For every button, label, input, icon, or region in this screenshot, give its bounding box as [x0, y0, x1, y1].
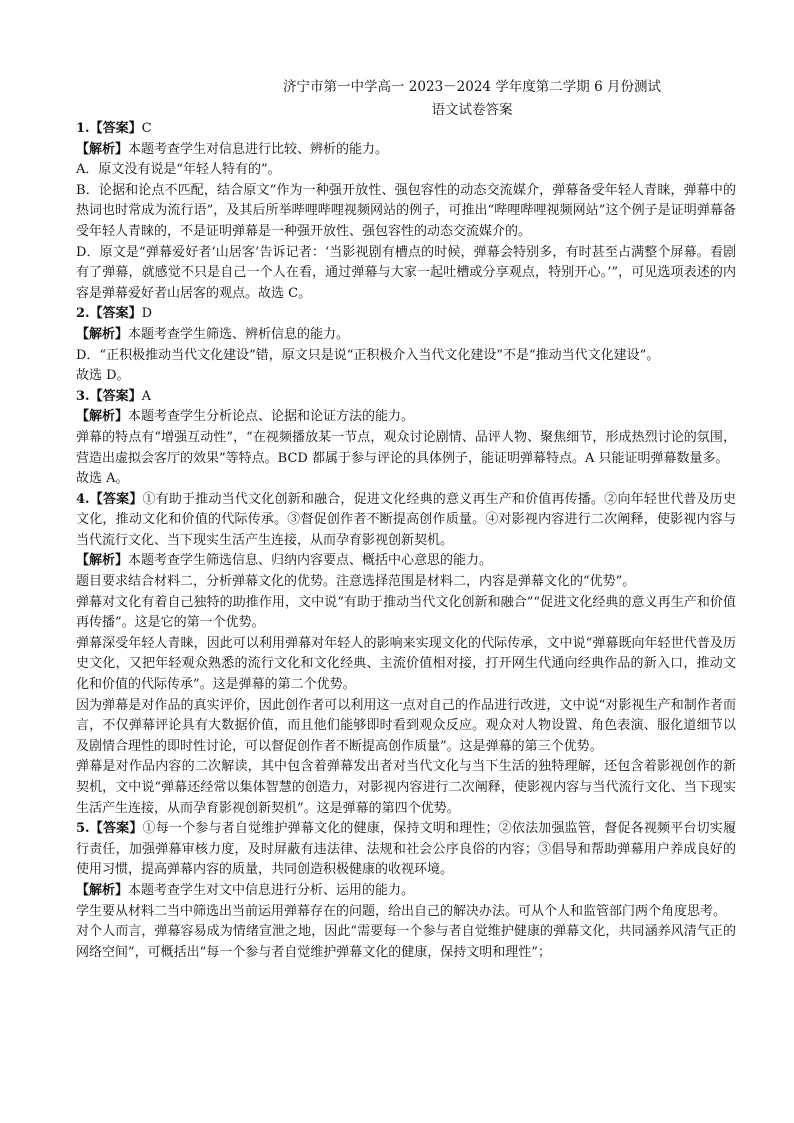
q3-line: 故选 A。 [76, 471, 129, 487]
q5-line: 对个人而言，弹幕容易成为情绪宣泄之地，因此“需要每一个参与者自觉维护健康的弹幕文化，共同涵养风清气正的网络空间”，可概括出“每一个参与者自觉维护弹幕文化的健康，保持文明和理性”； [76, 924, 736, 960]
q3-answer-value: A [141, 388, 151, 404]
q3-analysis-text: 本题考查学生分析论点、论据和论证方法的能力。 [128, 409, 415, 425]
q4-analysis-label: 【解析】 [76, 553, 129, 569]
q1-heading: 1.【答案】 [76, 121, 142, 136]
q4-line: 题目要求结合材料二，分析弹幕文化的优势。注意选择范围是材料二，内容是弹幕文化的“优势”。 [76, 574, 636, 590]
q1-answer [76, 119, 736, 140]
q1-answer-value: C [141, 121, 152, 136]
q2-analysis-text: 本题考查学生筛选、辨析信息的能力。 [128, 326, 350, 342]
page-subtitle: 语文试卷答案 [431, 102, 513, 118]
q1-line: A．原文没有说是“年轻人特有的”。 [76, 162, 281, 178]
q4-line: 弹幕深受年轻人青睐，因此可以利用弹幕对年轻人的影响来实现文化的代际传承，文中说“弹幕既向年轻世代普及历史文化，又把年轻观众熟悉的流行文化和文化经典、主流价值相对接，打开网生代通向经典作品的新入口，推动文化和价值的代际传承”。这是弹幕的第二个优势。 [76, 635, 736, 693]
q2-heading: 2.【答案】 [76, 306, 142, 322]
q5-line: 学生要从材料二当中筛选出当前运用弹幕存在的问题，给出自己的解决办法。可从个人和监管部门两个角度思考。 [76, 903, 727, 919]
q5-heading: 5.【答案】 [76, 821, 143, 837]
q4-line: 因为弹幕是对作品的真实评价，因此创作者可以利用这一点对自己的作品进行改进，文中说“对影视生产和制作者而言，不仅弹幕评论具有大数据价值，而且他们能够即时看到观众反应。观众对人物设置、角色表演、服化道细节以及剧情合理性的即时性讨论，可以督促创作者不断提高创作质量”。这是弹幕的第三个优势。 [76, 697, 736, 754]
q3-answer [76, 387, 736, 408]
q1-line: B．论据和论点不匹配，结合原文“作为一种强开放性、强包容性的动态交流媒介，弹幕备受年轻人青睐，弹幕中的热词也时常成为流行语”，及其后所举哔哩哔哩视频网站的例子，可推出“哔哩哔哩视频网站”这个例子是证明弹幕备受年轻人青睐的，不是证明弹幕是一种强开放性、强包容性的动态交流媒介的。 [76, 182, 736, 239]
q2-answer-value: D [141, 306, 153, 322]
q2-analysis [76, 325, 736, 346]
q5-answer-value: ①每一个参与者自觉维护弹幕文化的健康，保持文明和理性；②依法加强监管，督促各视频平台切实履行责任，加强弹幕审核力度，及时屏蔽有违法律、法规和社会公序良俗的内容；③倡导和帮助弹幕用户养成良好的使用习惯，提高弹幕内容的质量，共同创造积极健康的收视环境。 [76, 821, 736, 878]
q1-line: D．原文是“弹幕爱好者‘山居客’告诉记者：‘当影视剧有槽点的时候，弹幕会特别多，有时甚至占满整个屏幕。看剧有了弹幕，就感觉不只是自己一个人在看，通过弹幕与大家一起吐槽或分享观点，特别开心。’”，可见选项表述的内容是弹幕爱好者山居客的观点。故选 C。 [76, 244, 736, 301]
q2-line: D．“正积极推动当代文化建设”错，原文只是说“正积极介入当代文化建设”不是“推动当代文化建设”。 [76, 347, 660, 363]
page-title: 济宁市第一中学高一 2023－2024 学年度第二学期 6 月份测试 [283, 79, 661, 95]
q5-analysis-text: 本题考查学生对文中信息进行分析、运用的能力。 [128, 882, 415, 898]
q2-line: 故选 D。 [76, 368, 130, 384]
q3-heading: 3.【答案】 [76, 388, 142, 404]
q4-answer [76, 490, 736, 552]
q3-line: 弹幕的特点有“增强互动性”，“在视频播放某一节点，观众讨论剧情、品评人物、聚焦细节，形成热烈讨论的氛围，营造出虚拟会客厅的效果”等特点。BCD 都属于参与评论的具体例子，能证明弹幕特点。A 只能证明弹幕数量多。 [76, 429, 736, 466]
q4-analysis [76, 551, 736, 572]
q1-analysis-text: 本题考查学生对信息进行比较、辨析的能力。 [128, 141, 389, 157]
q5-answer [76, 819, 736, 881]
q1-analysis-label: 【解析】 [76, 141, 129, 157]
answer-content [76, 119, 736, 963]
q3-analysis-label: 【解析】 [76, 409, 129, 425]
q1-analysis [76, 140, 736, 161]
q5-analysis-label: 【解析】 [76, 882, 129, 898]
q4-line: 弹幕是对作品内容的二次解读，其中包含着弹幕发出者对当代文化与当下生活的独特理解，还包含着影视创作的新契机，文中说“弹幕还经常以集体智慧的创造力，对影视内容进行二次阐释，使影视内容与当代流行文化、当下现实生活产生连接，从而孕育影视创新契机”。这是弹幕的第四个优势。 [76, 759, 736, 816]
q4-heading: 4.【答案】 [76, 491, 143, 507]
q2-analysis-label: 【解析】 [76, 326, 129, 342]
q2-answer [76, 304, 736, 325]
q5-analysis [76, 881, 736, 902]
q4-answer-value: ①有助于推动当代文化创新和融合，促进文化经典的意义再生产和价值再传播。②向年轻世代普及历史文化，推动文化和价值的代际传承。③督促创作者不断提高创作质量。④对影视内容进行二次阐释，使影视内容与当代流行文化、当下现实生活产生连接，从而孕育影视创新契机。 [76, 491, 736, 548]
q3-analysis [76, 407, 736, 428]
q4-line: 弹幕对文化有着自己独特的助推作用，文中说“有助于推动当代文化创新和融合”“促进文化经典的意义再生产和价值再传播”。这是它的第一个优势。 [76, 594, 736, 631]
q4-analysis-text: 本题考查学生筛选信息、归纳内容要点、概括中心意思的能力。 [128, 553, 493, 569]
